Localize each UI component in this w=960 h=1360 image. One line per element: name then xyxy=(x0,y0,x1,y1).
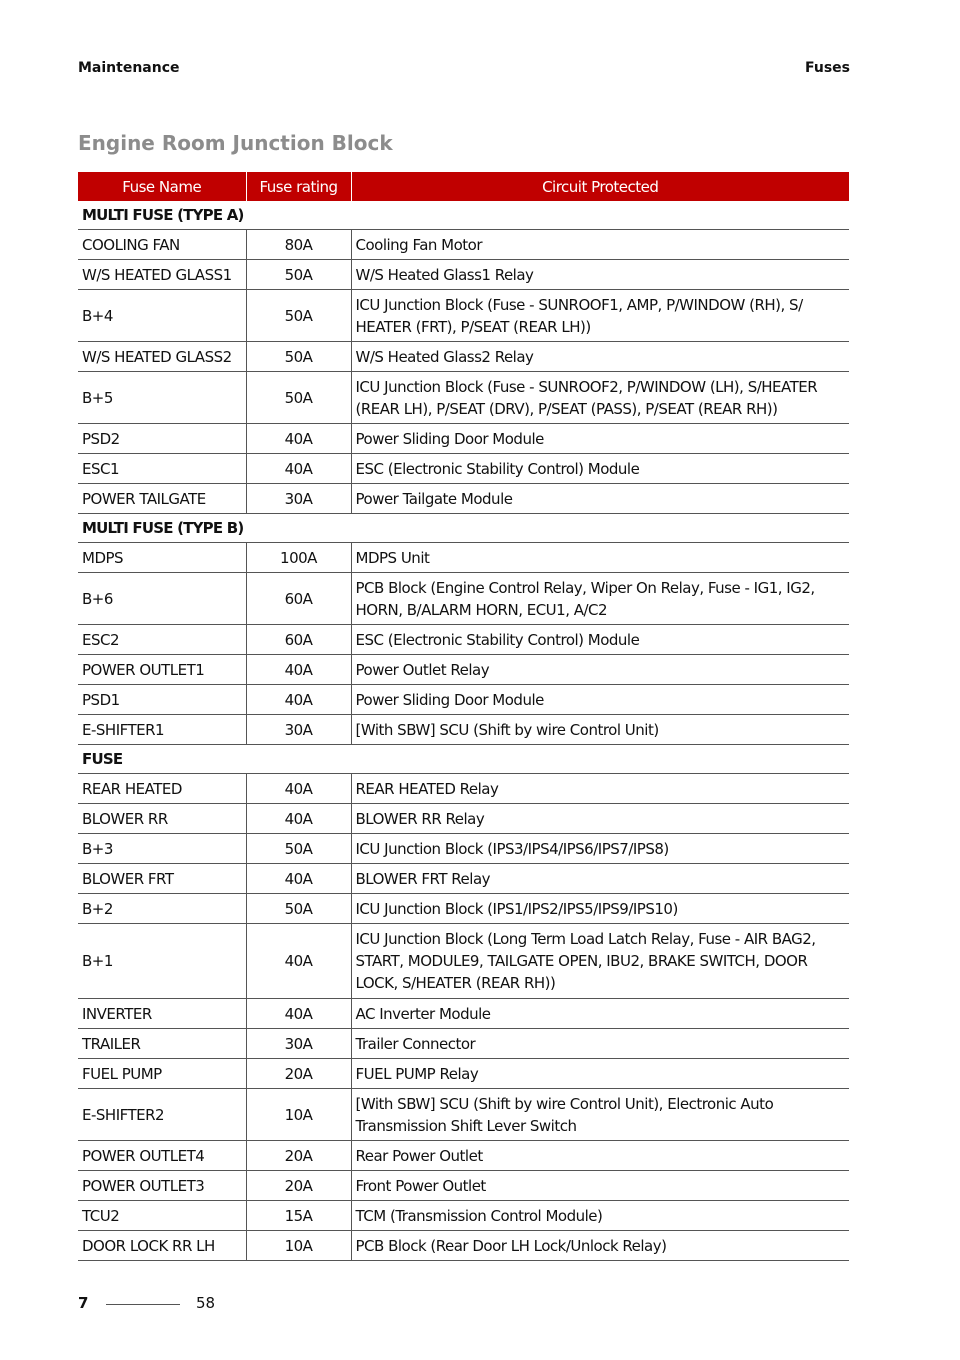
fuse-name-cell: E-SHIFTER2 xyxy=(78,1089,246,1141)
table-row xyxy=(78,864,849,894)
circuit-cell: Cooling Fan Motor xyxy=(351,230,849,260)
fuse-rating-cell: 50A xyxy=(246,290,351,342)
table-row xyxy=(78,1141,849,1171)
circuit-cell: BLOWER FRT Relay xyxy=(351,864,849,894)
table-body xyxy=(78,201,849,1261)
fuse-name-cell: W/S HEATED GLASS2 xyxy=(78,342,246,372)
fuse-rating-cell: 40A xyxy=(246,655,351,685)
circuit-cell: AC Inverter Module xyxy=(351,999,849,1029)
circuit-cell: TCM (Transmission Control Module) xyxy=(351,1201,849,1231)
fuse-rating-cell: 50A xyxy=(246,372,351,424)
table-row xyxy=(78,543,849,573)
circuit-cell: BLOWER RR Relay xyxy=(351,804,849,834)
table-row xyxy=(78,1029,849,1059)
table-row xyxy=(78,655,849,685)
table-row xyxy=(78,230,849,260)
fuse-name-cell: POWER OUTLET4 xyxy=(78,1141,246,1171)
circuit-cell: ICU Junction Block (Long Term Load Latch Relay, Fuse - AIR BAG2, START, MODULE9, TAILGATE OPEN, IBU2, BRAKE SWITCH, DOOR LOCK, S/HEATER (REAR RH)) xyxy=(351,924,849,999)
table-row xyxy=(78,573,849,625)
table-row xyxy=(78,1231,849,1261)
fuse-name-cell: B+4 xyxy=(78,290,246,342)
column-header-circuit-protected: Circuit Protected xyxy=(351,172,849,201)
fuse-rating-cell: 40A xyxy=(246,424,351,454)
circuit-cell: ICU Junction Block (Fuse - SUNROOF2, P/WINDOW (LH), S/HEATER (REAR LH), P/SEAT (DRV), P/SEAT (PASS), P/SEAT (REAR RH)) xyxy=(351,372,849,424)
table-row xyxy=(78,424,849,454)
table-row xyxy=(78,924,849,999)
fuse-rating-cell: 15A xyxy=(246,1201,351,1231)
circuit-cell: REAR HEATED Relay xyxy=(351,774,849,804)
fuse-name-cell: ESC1 xyxy=(78,454,246,484)
fuse-rating-cell: 100A xyxy=(246,543,351,573)
footer-divider xyxy=(106,1304,180,1305)
table-row xyxy=(78,774,849,804)
section-label: MULTI FUSE (TYPE A) xyxy=(78,201,849,230)
table-row xyxy=(78,484,849,514)
fuse-name-cell: B+1 xyxy=(78,924,246,999)
fuse-rating-cell: 30A xyxy=(246,1029,351,1059)
fuse-rating-cell: 40A xyxy=(246,454,351,484)
table-row xyxy=(78,1171,849,1201)
fuse-rating-cell: 50A xyxy=(246,342,351,372)
circuit-cell: Front Power Outlet xyxy=(351,1171,849,1201)
table-row xyxy=(78,1059,849,1089)
fuse-name-cell: PSD2 xyxy=(78,424,246,454)
fuse-name-cell: DOOR LOCK RR LH xyxy=(78,1231,246,1261)
table-row xyxy=(78,834,849,864)
circuit-cell: Power Outlet Relay xyxy=(351,655,849,685)
fuse-name-cell: W/S HEATED GLASS1 xyxy=(78,260,246,290)
column-header-fuse-name: Fuse Name xyxy=(78,172,246,201)
fuse-rating-cell: 40A xyxy=(246,774,351,804)
table-row xyxy=(78,894,849,924)
fuse-name-cell: BLOWER FRT xyxy=(78,864,246,894)
circuit-cell: W/S Heated Glass1 Relay xyxy=(351,260,849,290)
fuse-rating-cell: 40A xyxy=(246,999,351,1029)
fuse-name-cell: FUEL PUMP xyxy=(78,1059,246,1089)
circuit-cell: MDPS Unit xyxy=(351,543,849,573)
fuse-rating-cell: 30A xyxy=(246,484,351,514)
fuse-name-cell: B+2 xyxy=(78,894,246,924)
circuit-cell: PCB Block (Engine Control Relay, Wiper On Relay, Fuse - IG1, IG2, HORN, B/ALARM HORN, ECU1, A/C2 xyxy=(351,573,849,625)
circuit-cell: ICU Junction Block (Fuse - SUNROOF1, AMP, P/WINDOW (RH), S/ HEATER (FRT), P/SEAT (REAR LH)) xyxy=(351,290,849,342)
table-row xyxy=(78,454,849,484)
fuse-name-cell: REAR HEATED xyxy=(78,774,246,804)
column-header-fuse-rating: Fuse rating xyxy=(246,172,351,201)
fuse-name-cell: COOLING FAN xyxy=(78,230,246,260)
section-label: FUSE xyxy=(78,745,849,774)
fuse-rating-cell: 40A xyxy=(246,685,351,715)
table-row xyxy=(78,804,849,834)
fuse-rating-cell: 60A xyxy=(246,573,351,625)
table-row xyxy=(78,372,849,424)
fuse-rating-cell: 20A xyxy=(246,1141,351,1171)
fuse-rating-cell: 50A xyxy=(246,894,351,924)
table-row xyxy=(78,999,849,1029)
page-title: Engine Room Junction Block xyxy=(78,131,393,155)
circuit-cell: ESC (Electronic Stability Control) Module xyxy=(351,454,849,484)
section-row xyxy=(78,745,849,774)
fuse-name-cell: PSD1 xyxy=(78,685,246,715)
fuse-table xyxy=(78,172,849,1261)
fuse-rating-cell: 50A xyxy=(246,834,351,864)
fuse-name-cell: TCU2 xyxy=(78,1201,246,1231)
header-topic: Fuses xyxy=(805,60,850,76)
circuit-cell: ICU Junction Block (IPS1/IPS2/IPS5/IPS9/IPS10) xyxy=(351,894,849,924)
table-row xyxy=(78,625,849,655)
fuse-name-cell: B+6 xyxy=(78,573,246,625)
fuse-rating-cell: 20A xyxy=(246,1171,351,1201)
fuse-rating-cell: 40A xyxy=(246,924,351,999)
fuse-rating-cell: 20A xyxy=(246,1059,351,1089)
circuit-cell: Power Tailgate Module xyxy=(351,484,849,514)
table-header-row xyxy=(78,172,849,201)
section-row xyxy=(78,201,849,230)
table-row xyxy=(78,715,849,745)
page-number: 58 xyxy=(196,1294,216,1312)
fuse-name-cell: B+5 xyxy=(78,372,246,424)
section-row xyxy=(78,514,849,543)
fuse-rating-cell: 10A xyxy=(246,1231,351,1261)
circuit-cell: ICU Junction Block (IPS3/IPS4/IPS6/IPS7/IPS8) xyxy=(351,834,849,864)
fuse-name-cell: POWER OUTLET3 xyxy=(78,1171,246,1201)
circuit-cell: [With SBW] SCU (Shift by wire Control Unit), Electronic Auto Transmission Shift Lever Switch xyxy=(351,1089,849,1141)
header-section: Maintenance xyxy=(78,60,180,76)
circuit-cell: Rear Power Outlet xyxy=(351,1141,849,1171)
circuit-cell: [With SBW] SCU (Shift by wire Control Unit) xyxy=(351,715,849,745)
fuse-rating-cell: 50A xyxy=(246,260,351,290)
fuse-name-cell: B+3 xyxy=(78,834,246,864)
fuse-name-cell: POWER OUTLET1 xyxy=(78,655,246,685)
section-label: MULTI FUSE (TYPE B) xyxy=(78,514,849,543)
circuit-cell: FUEL PUMP Relay xyxy=(351,1059,849,1089)
fuse-rating-cell: 60A xyxy=(246,625,351,655)
fuse-rating-cell: 80A xyxy=(246,230,351,260)
fuse-name-cell: E-SHIFTER1 xyxy=(78,715,246,745)
circuit-cell: PCB Block (Rear Door LH Lock/Unlock Relay) xyxy=(351,1231,849,1261)
circuit-cell: Power Sliding Door Module xyxy=(351,685,849,715)
circuit-cell: Power Sliding Door Module xyxy=(351,424,849,454)
circuit-cell: ESC (Electronic Stability Control) Module xyxy=(351,625,849,655)
table-row xyxy=(78,342,849,372)
table-row xyxy=(78,685,849,715)
chapter-number: 7 xyxy=(78,1294,89,1312)
fuse-name-cell: POWER TAILGATE xyxy=(78,484,246,514)
fuse-name-cell: ESC2 xyxy=(78,625,246,655)
fuse-name-cell: MDPS xyxy=(78,543,246,573)
fuse-rating-cell: 30A xyxy=(246,715,351,745)
table-row xyxy=(78,260,849,290)
fuse-rating-cell: 40A xyxy=(246,804,351,834)
fuse-name-cell: BLOWER RR xyxy=(78,804,246,834)
circuit-cell: W/S Heated Glass2 Relay xyxy=(351,342,849,372)
table-row xyxy=(78,1089,849,1141)
circuit-cell: Trailer Connector xyxy=(351,1029,849,1059)
table-row xyxy=(78,1201,849,1231)
fuse-name-cell: INVERTER xyxy=(78,999,246,1029)
table-row xyxy=(78,290,849,342)
fuse-name-cell: TRAILER xyxy=(78,1029,246,1059)
fuse-rating-cell: 40A xyxy=(246,864,351,894)
fuse-rating-cell: 10A xyxy=(246,1089,351,1141)
